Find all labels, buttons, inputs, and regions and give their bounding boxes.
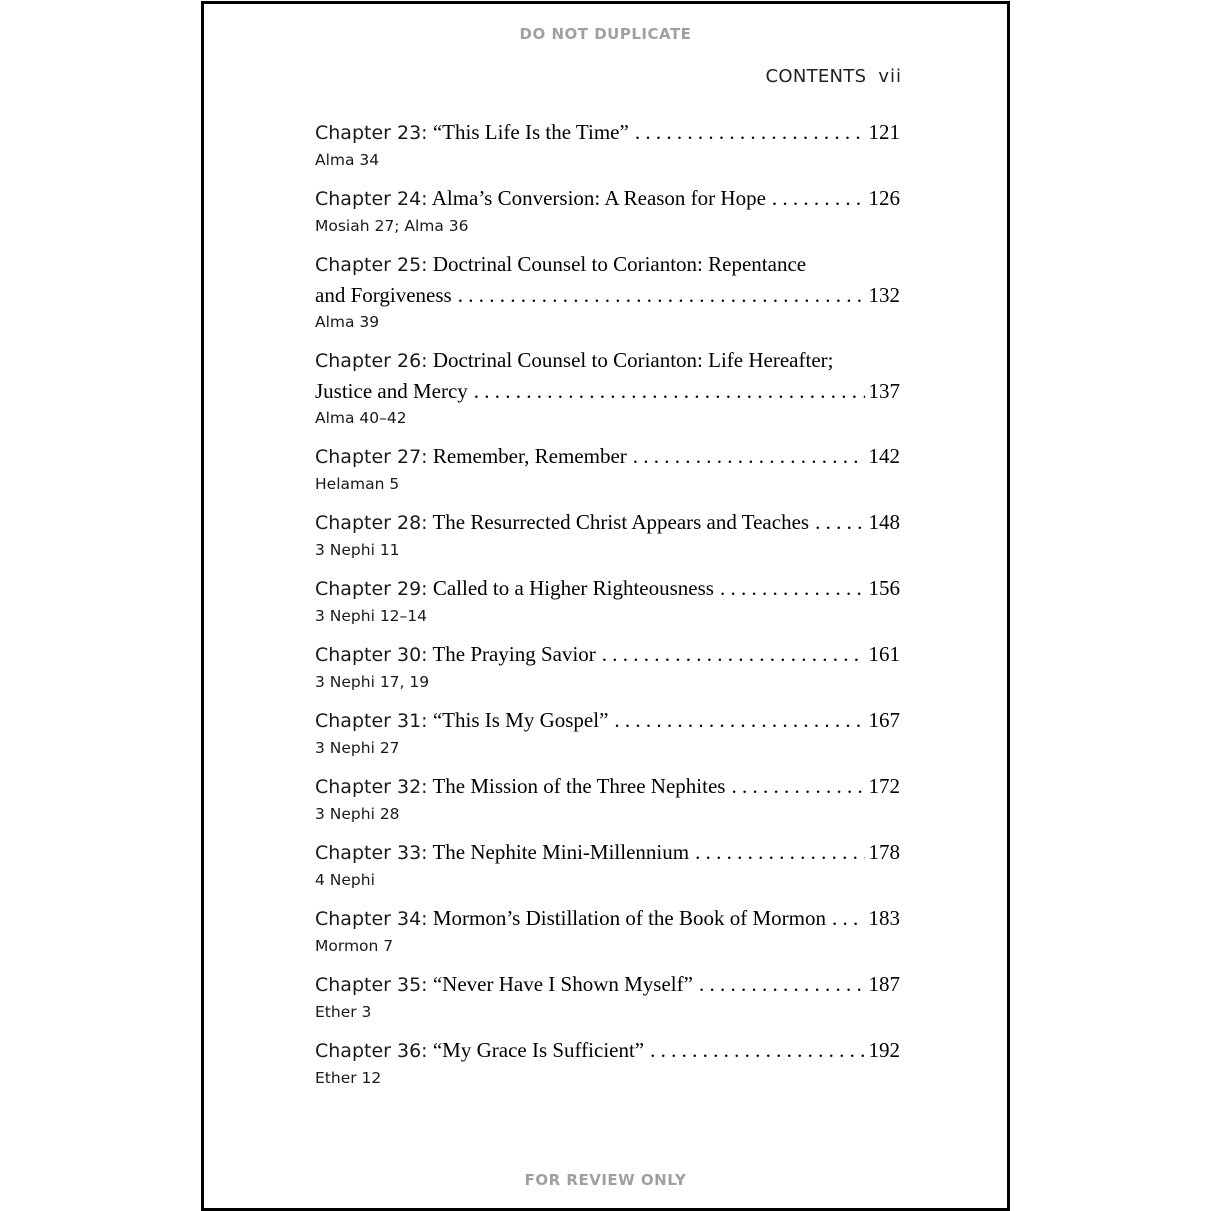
chapter-title-line (315, 345, 900, 376)
running-head (765, 66, 902, 87)
dot-leader (731, 771, 864, 801)
table-of-contents (315, 117, 900, 1101)
scripture-reference: 3 Nephi 11 (315, 541, 400, 559)
dot-leader (614, 705, 864, 735)
dot-leader (474, 376, 865, 406)
chapter-number: Chapter 34: (315, 908, 428, 930)
chapter-title: “This Life Is the Time” (432, 120, 629, 144)
chapter-number: Chapter 25: (315, 254, 428, 276)
chapter-title-line (315, 441, 900, 472)
toc-entry (315, 507, 900, 561)
chapter-heading (315, 573, 714, 604)
dot-leader (815, 507, 864, 537)
page-number: 156 (868, 576, 900, 600)
page-number: 178 (868, 840, 900, 864)
chapter-title-line (315, 705, 900, 736)
scripture-reference: Ether 12 (315, 1069, 382, 1087)
chapter-title-line (315, 117, 900, 148)
chapter-number: Chapter 27: (315, 446, 428, 468)
page-number: 167 (868, 708, 900, 732)
chapter-number: Chapter 31: (315, 710, 428, 732)
toc-entry (315, 639, 900, 693)
scripture-reference: 3 Nephi 17, 19 (315, 673, 430, 691)
page-number: 172 (868, 774, 900, 798)
chapter-title-line (315, 507, 900, 538)
chapter-heading (315, 1035, 644, 1066)
chapter-title: The Mission of the Three Nephites (432, 774, 726, 798)
page-number: 126 (868, 186, 900, 210)
chapter-number: Chapter 24: (315, 188, 428, 210)
dot-leader (633, 441, 865, 471)
chapter-title: Mormon’s Distillation of the Book of Mormon (432, 906, 826, 930)
chapter-number: Chapter 28: (315, 512, 428, 534)
page-number: 142 (868, 444, 900, 468)
toc-entry (315, 345, 900, 429)
toc-entry (315, 441, 900, 495)
scripture-reference: 4 Nephi (315, 871, 375, 889)
chapter-title: The Praying Savior (432, 642, 596, 666)
scripture-reference: Mosiah 27; Alma 36 (315, 217, 469, 235)
chapter-title-line (315, 376, 900, 406)
running-head-label: CONTENTS (765, 66, 867, 87)
chapter-title-line (315, 639, 900, 670)
scripture-reference: Mormon 7 (315, 937, 394, 955)
chapter-title: The Resurrected Christ Appears and Teaches (432, 510, 810, 534)
toc-entry (315, 1035, 900, 1089)
toc-entry (315, 771, 900, 825)
chapter-title-line (315, 249, 900, 280)
chapter-heading (315, 837, 689, 868)
toc-entry (315, 705, 900, 759)
toc-entry (315, 249, 900, 333)
scripture-reference: Helaman 5 (315, 475, 400, 493)
chapter-title: Doctrinal Counsel to Corianton: Repentance (432, 252, 807, 276)
toc-entry (315, 117, 900, 171)
chapter-title-line (315, 837, 900, 868)
toc-entry (315, 573, 900, 627)
toc-entry (315, 969, 900, 1023)
chapter-heading (315, 507, 809, 538)
chapter-number: Chapter 32: (315, 776, 428, 798)
chapter-title: “This Is My Gospel” (432, 708, 609, 732)
page-number: 183 (868, 906, 900, 930)
dot-leader (832, 903, 865, 933)
chapter-number: Chapter 23: (315, 122, 428, 144)
chapter-heading (315, 183, 766, 214)
scripture-reference: 3 Nephi 27 (315, 739, 400, 757)
dot-leader (602, 639, 865, 669)
dot-leader (772, 183, 865, 213)
chapter-heading (315, 639, 596, 670)
dot-leader (699, 969, 865, 999)
chapter-heading (315, 376, 468, 406)
chapter-title: Doctrinal Counsel to Corianton: Life Hereafter; (432, 348, 834, 372)
dot-leader (695, 837, 864, 867)
toc-entry (315, 903, 900, 957)
chapter-title-line (315, 771, 900, 802)
dot-leader (720, 573, 865, 603)
page-number: 121 (868, 120, 900, 144)
page-number: 148 (868, 510, 900, 534)
watermark-bottom: FOR REVIEW ONLY (524, 1171, 687, 1189)
scripture-reference: Ether 3 (315, 1003, 372, 1021)
chapter-number: Chapter 33: (315, 842, 428, 864)
chapter-heading (315, 903, 826, 934)
chapter-number: Chapter 35: (315, 974, 428, 996)
scripture-reference: Alma 40–42 (315, 409, 407, 427)
toc-entry (315, 183, 900, 237)
chapter-heading (315, 441, 627, 472)
chapter-title: Remember, Remember (432, 444, 627, 468)
chapter-heading (315, 705, 608, 736)
chapter-title: “Never Have I Shown Myself” (432, 972, 693, 996)
dot-leader (458, 280, 865, 310)
scripture-reference: Alma 39 (315, 313, 380, 331)
page-number: 132 (868, 283, 900, 307)
page-number: 187 (868, 972, 900, 996)
dot-leader (635, 117, 865, 147)
scripture-reference: 3 Nephi 28 (315, 805, 400, 823)
chapter-number: Chapter 30: (315, 644, 428, 666)
chapter-title: and Forgiveness (315, 283, 452, 307)
chapter-number: Chapter 29: (315, 578, 428, 600)
chapter-heading (315, 117, 629, 148)
chapter-heading (315, 969, 693, 1000)
chapter-title-line (315, 573, 900, 604)
chapter-title: “My Grace Is Sufficient” (432, 1038, 645, 1062)
chapter-title-line (315, 183, 900, 214)
chapter-title-line (315, 1035, 900, 1066)
chapter-title-line (315, 969, 900, 1000)
chapter-number: Chapter 36: (315, 1040, 428, 1062)
watermark-top: DO NOT DUPLICATE (519, 25, 692, 43)
chapter-title: Alma’s Conversion: A Reason for Hope (431, 186, 766, 210)
chapter-title-line (315, 280, 900, 310)
chapter-heading (315, 771, 725, 802)
toc-entry (315, 837, 900, 891)
scripture-reference: 3 Nephi 12–14 (315, 607, 428, 625)
dot-leader (650, 1035, 864, 1065)
scripture-reference: Alma 34 (315, 151, 380, 169)
book-page (201, 1, 1010, 1211)
page-number: 161 (868, 642, 900, 666)
chapter-number: Chapter 26: (315, 350, 428, 372)
chapter-title-line (315, 903, 900, 934)
page-number: 192 (868, 1038, 900, 1062)
chapter-heading (315, 280, 452, 310)
chapter-title: Called to a Higher Righteousness (432, 576, 714, 600)
page-number: 137 (868, 379, 900, 403)
page-folio: vii (878, 66, 902, 87)
chapter-title: The Nephite Mini-Millennium (432, 840, 690, 864)
chapter-title: Justice and Mercy (315, 379, 468, 403)
